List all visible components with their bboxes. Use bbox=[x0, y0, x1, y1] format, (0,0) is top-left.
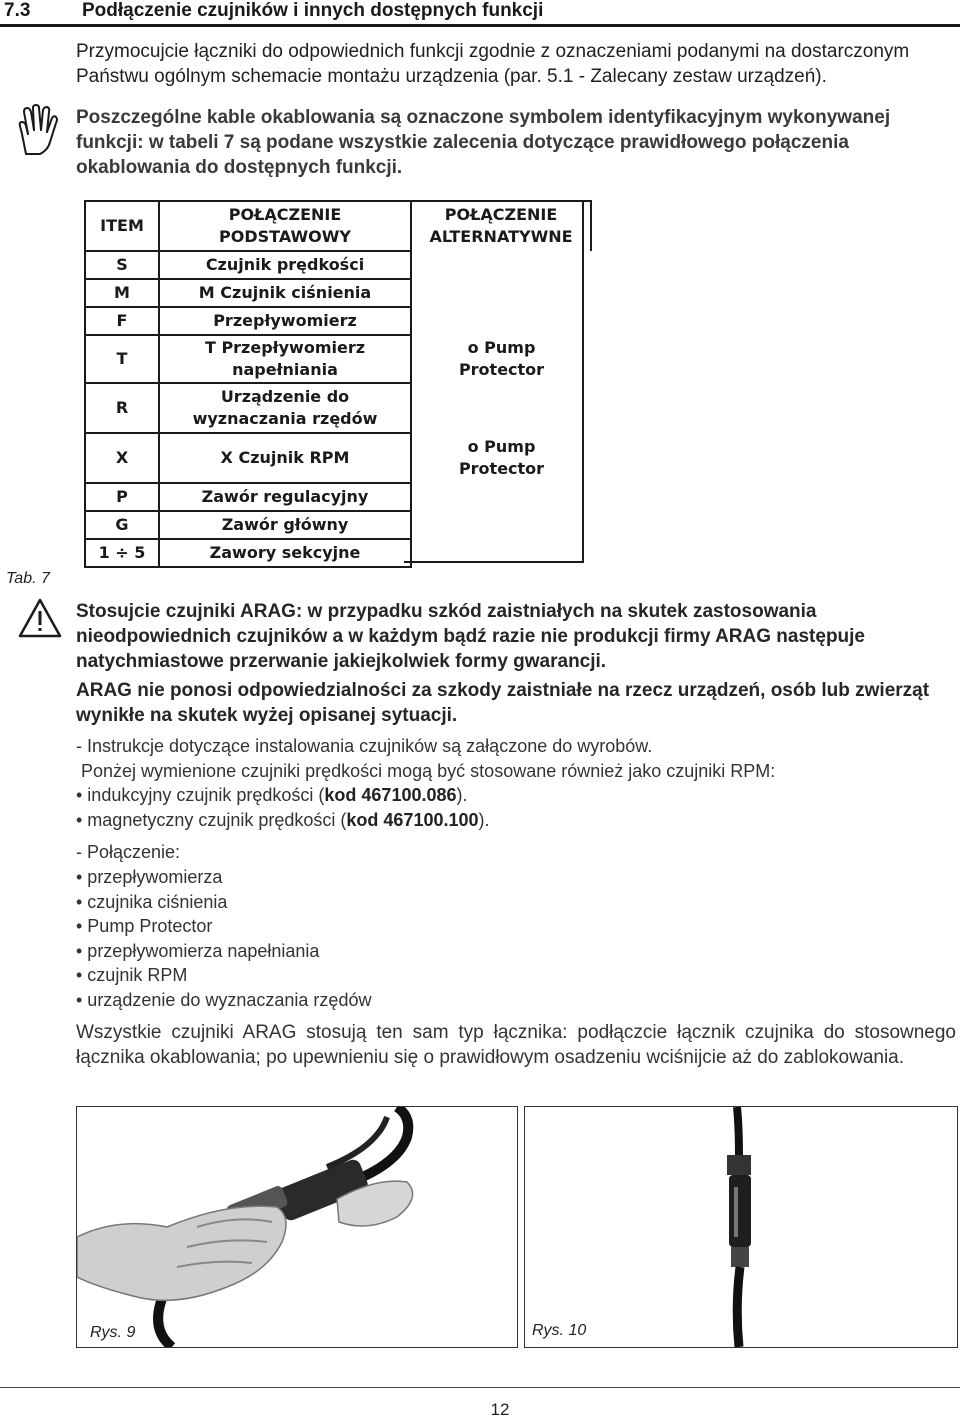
table-row bbox=[85, 483, 591, 511]
list-item: • magnetyczny czujnik prędkości (kod 467100.100). bbox=[76, 809, 490, 830]
footer-rule bbox=[0, 1387, 960, 1388]
cell-basic: X Czujnik RPM bbox=[159, 433, 411, 483]
table-row bbox=[85, 307, 591, 335]
cell-basic: Zawory sekcyjne bbox=[159, 539, 411, 567]
cell-item: S bbox=[85, 251, 159, 279]
list-item: • Pump Protector bbox=[76, 916, 213, 937]
cell-alt bbox=[411, 511, 591, 539]
table-row bbox=[85, 511, 591, 539]
hand-icon bbox=[14, 104, 62, 158]
list-item: • indukcyjny czujnik prędkości (kod 467100.086). bbox=[76, 785, 468, 806]
cell-alt bbox=[411, 383, 591, 433]
rpm-intro: Ponżej wymienione czujniki prędkości mogą być stosowane również jako czujniki RPM: bbox=[76, 760, 776, 781]
list-item: • przepływomierza bbox=[76, 866, 223, 887]
closing-paragraph: Wszystkie czujniki ARAG stosują ten sam typ łącznika: podłączcie łącznik czujnika do stosownego łącznika okablowania; po upewnieniu się o prawidłowym osadzeniu wciśnijcie aż do zablokowania. bbox=[76, 1022, 956, 1068]
cell-item: F bbox=[85, 307, 159, 335]
cell-basic: Czujnik prędkości bbox=[159, 251, 411, 279]
list-item: • czujnika ciśnienia bbox=[76, 891, 228, 912]
table-bottom-border bbox=[404, 561, 584, 563]
section-title: Podłączenie czujników i innych dostępnych funkcji bbox=[82, 0, 544, 21]
header-alternative: POŁĄCZENIE ALTERNATYWNE bbox=[411, 201, 591, 251]
connector-photo bbox=[525, 1107, 957, 1347]
connection-intro: - Połączenie: bbox=[76, 842, 181, 863]
header-basic: POŁĄCZENIE PODSTAWOWY bbox=[159, 201, 411, 251]
table-label: Tab. 7 bbox=[6, 570, 50, 587]
warning-icon bbox=[18, 598, 62, 638]
intro-paragraph: Przymocujcie łączniki do odpowiednich funkcji zgodnie z oznaczeniami podanymi na dostarczonym Państwu ogólnym schemacie montażu urządzenia (par. 5.1 - Zalecany zestaw urządzeń). bbox=[76, 41, 910, 87]
cell-alt bbox=[411, 251, 591, 279]
table-row bbox=[85, 433, 591, 483]
page-number: 12 bbox=[490, 1400, 510, 1419]
cell-alt bbox=[411, 307, 591, 335]
cell-basic: T Przepływomierz napełniania bbox=[159, 335, 411, 383]
table-header-row bbox=[85, 201, 591, 251]
cell-item: P bbox=[85, 483, 159, 511]
cell-basic: Zawór regulacyjny bbox=[159, 483, 411, 511]
cell-item: G bbox=[85, 511, 159, 539]
cell-basic: Zawór główny bbox=[159, 511, 411, 539]
table-right-border bbox=[582, 200, 584, 562]
cell-basic: Przepływomierz bbox=[159, 307, 411, 335]
list-item: • przepływomierza napełniania bbox=[76, 940, 320, 961]
figure-rys-10 bbox=[524, 1106, 958, 1348]
header-rule bbox=[0, 24, 960, 27]
connections-table bbox=[84, 200, 592, 568]
list-item: • czujnik RPM bbox=[76, 965, 188, 986]
section-number: 7.3 bbox=[4, 0, 31, 21]
warning-paragraph-2: ARAG nie ponosi odpowiedzialności za szkody zaistniałe na rzecz urządzeń, osób lub zwierząt wynikłe na skutek wyżej opisanej sytuacji. bbox=[76, 680, 930, 726]
caption-rys-10: Rys. 10 bbox=[532, 1322, 587, 1339]
cell-item: R bbox=[85, 383, 159, 433]
caption-rys-9: Rys. 9 bbox=[90, 1324, 136, 1341]
cell-item: X bbox=[85, 433, 159, 483]
cell-item: T bbox=[85, 335, 159, 383]
list-item: • urządzenie do wyznaczania rzędów bbox=[76, 989, 372, 1010]
table-row bbox=[85, 335, 591, 383]
cell-basic: Urządzenie do wyznaczania rzędów bbox=[159, 383, 411, 433]
cell-item: 1 ÷ 5 bbox=[85, 539, 159, 567]
cell-item: M bbox=[85, 279, 159, 307]
table-row bbox=[85, 383, 591, 433]
table-row bbox=[85, 251, 591, 279]
instructions-line: - Instrukcje dotyczące instalowania czujników są załączone do wyrobów. bbox=[76, 736, 653, 756]
cell-alt: o Pump Protector bbox=[458, 338, 545, 379]
hand-note: Poszczególne kable okablowania są oznaczone symbolem identyfikacyjnym wykonywanej funkcji: w tabeli 7 są podane wszystkie zalecenia dotyczące prawidłowego połączenia okablowania do dostępnych funkcji. bbox=[76, 107, 891, 178]
instructions-list bbox=[76, 734, 956, 1013]
cell-alt bbox=[411, 279, 591, 307]
hand-connector-photo bbox=[77, 1107, 517, 1347]
header-item: ITEM bbox=[85, 201, 159, 251]
cell-alt: o Pump Protector bbox=[458, 437, 545, 478]
table-row bbox=[85, 279, 591, 307]
cell-alt bbox=[411, 483, 591, 511]
cell-basic: M Czujnik ciśnienia bbox=[159, 279, 411, 307]
figure-rys-9 bbox=[76, 1106, 518, 1348]
warning-paragraph-1: Stosujcie czujniki ARAG: w przypadku szkód zaistniałych na skutek zastosowania nieodpowiednich czujników a w każdym bądź razie nie produkcji firmy ARAG następuje natychmiastowe przerwanie jakiejkolwiek formy gwarancji. bbox=[76, 601, 866, 672]
